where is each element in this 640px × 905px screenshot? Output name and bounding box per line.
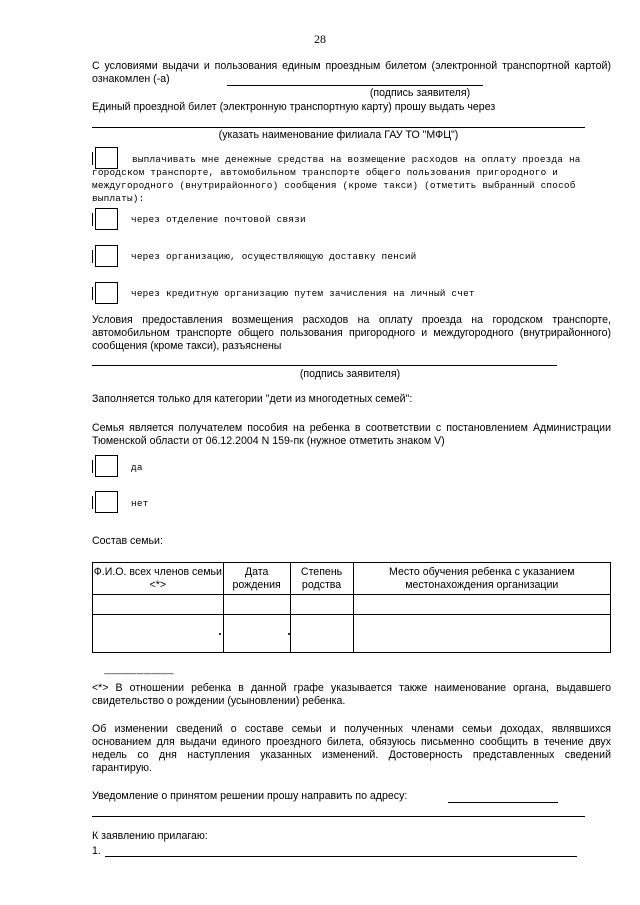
address-line-1[interactable] — [448, 802, 558, 803]
footnote-text: <*> В отношении ребенка в данной графе указывается также наименование органа, выдавшего свидетельство о рождении (усыновлении) ребенка. — [92, 682, 611, 707]
conditions-signature-line[interactable] — [92, 365, 557, 366]
yes-checkbox[interactable] — [92, 455, 120, 479]
obligation-text: Об изменении сведений о составе семьи и полученных членами семьи доходах, являвшихся основанием для выдачи единого проездного билета, обязуюсь письменно сообщить в течение двух недель со дня наступления указанных изменений. Достоверность представленных сведений гарантирую. — [92, 723, 611, 774]
attachment-item-line[interactable] — [105, 856, 577, 857]
postal-office-label: через отделение почтовой связи — [131, 214, 306, 225]
pension-delivery-label: через организацию, осуществляющую доставку пенсий — [131, 251, 417, 262]
payment-intro — [92, 153, 611, 205]
column-header-birth-date: Дата рождения — [223, 563, 290, 595]
page-number: 28 — [314, 32, 326, 46]
table-cell[interactable] — [353, 615, 610, 653]
table-cell[interactable] — [290, 615, 353, 653]
consent-text — [92, 60, 611, 86]
table-cell[interactable] — [93, 595, 224, 615]
table-cell[interactable] — [93, 615, 224, 653]
consent-signature-line[interactable] — [227, 85, 483, 86]
column-header-name: Ф.И.О. всех членов семьи <*> — [93, 563, 224, 595]
bank-account-checkbox[interactable] — [92, 282, 120, 306]
large-family-text: Семья является получателем пособия на ребенка в соответствии с постановлением Администрации Тюменской области от 06.12.2004 N 159-пк (нужное отметить знаком V) — [92, 422, 611, 447]
footnote-separator: -------------------------------- — [104, 670, 174, 678]
conditions-signature-caption: (подпись заявителя) — [299, 368, 401, 380]
conditions-text: Условия предоставления возмещения расходов на оплату проезда на городском транспорте, автомобильном транспорте общего пользования пригородного и междугородного (внутрирайонного) сообщения (кроме такси), разъяснены — [92, 314, 611, 352]
attachment-item-number: 1. — [92, 845, 101, 857]
table-cell[interactable] — [223, 595, 290, 615]
consent-signature-caption: (подпись заявителя) — [369, 87, 471, 99]
table-cell[interactable] — [290, 595, 353, 615]
payment-intro-text: выплачивать мне денежные средства на возмещение расходов на оплату проезда на городском транспорте, автомобильном транспорте общего пользования пригородного и междугородного (внутрирайонного) сообщения (кроме такси) (отметить выбранный способ выплаты): — [92, 154, 581, 204]
family-title: Состав семьи: — [92, 535, 163, 547]
column-header-relationship: Степень родства — [290, 563, 353, 595]
address-line-2[interactable] — [92, 816, 585, 817]
large-family-title: Заполняется только для категории "дети из многодетных семей": — [92, 393, 413, 405]
issue-text: Единый проездной билет (электронную транспортную карту) прошу выдать через — [92, 101, 496, 113]
table-row — [93, 615, 611, 653]
scan-speck — [219, 633, 221, 635]
no-checkbox[interactable] — [92, 491, 120, 515]
family-table — [92, 562, 611, 653]
family-table-header — [93, 563, 611, 595]
table-row — [93, 595, 611, 615]
yes-label: да — [131, 462, 143, 473]
bank-account-label: через кредитную организацию путем зачисления на личный счет — [131, 288, 475, 299]
scan-speck — [288, 633, 290, 635]
branch-name-line[interactable] — [92, 127, 585, 128]
pension-delivery-checkbox[interactable] — [92, 245, 120, 269]
table-cell[interactable] — [353, 595, 610, 615]
branch-caption: (указать наименование филиала ГАУ ТО "МФЦ") — [218, 129, 459, 141]
consent-text-content: С условиями выдачи и пользования единым проездным билетом (электронной транспортной картой) ознакомлен (-а) — [92, 60, 611, 85]
table-cell[interactable] — [223, 615, 290, 653]
no-label: нет — [131, 498, 149, 509]
attachments-title: К заявлению прилагаю: — [92, 830, 208, 842]
notification-text: Уведомление о принятом решении прошу направить по адресу: — [92, 790, 408, 802]
postal-office-checkbox[interactable] — [92, 208, 120, 232]
column-header-education-place: Место обучения ребенка с указанием местонахождения организации — [353, 563, 610, 595]
